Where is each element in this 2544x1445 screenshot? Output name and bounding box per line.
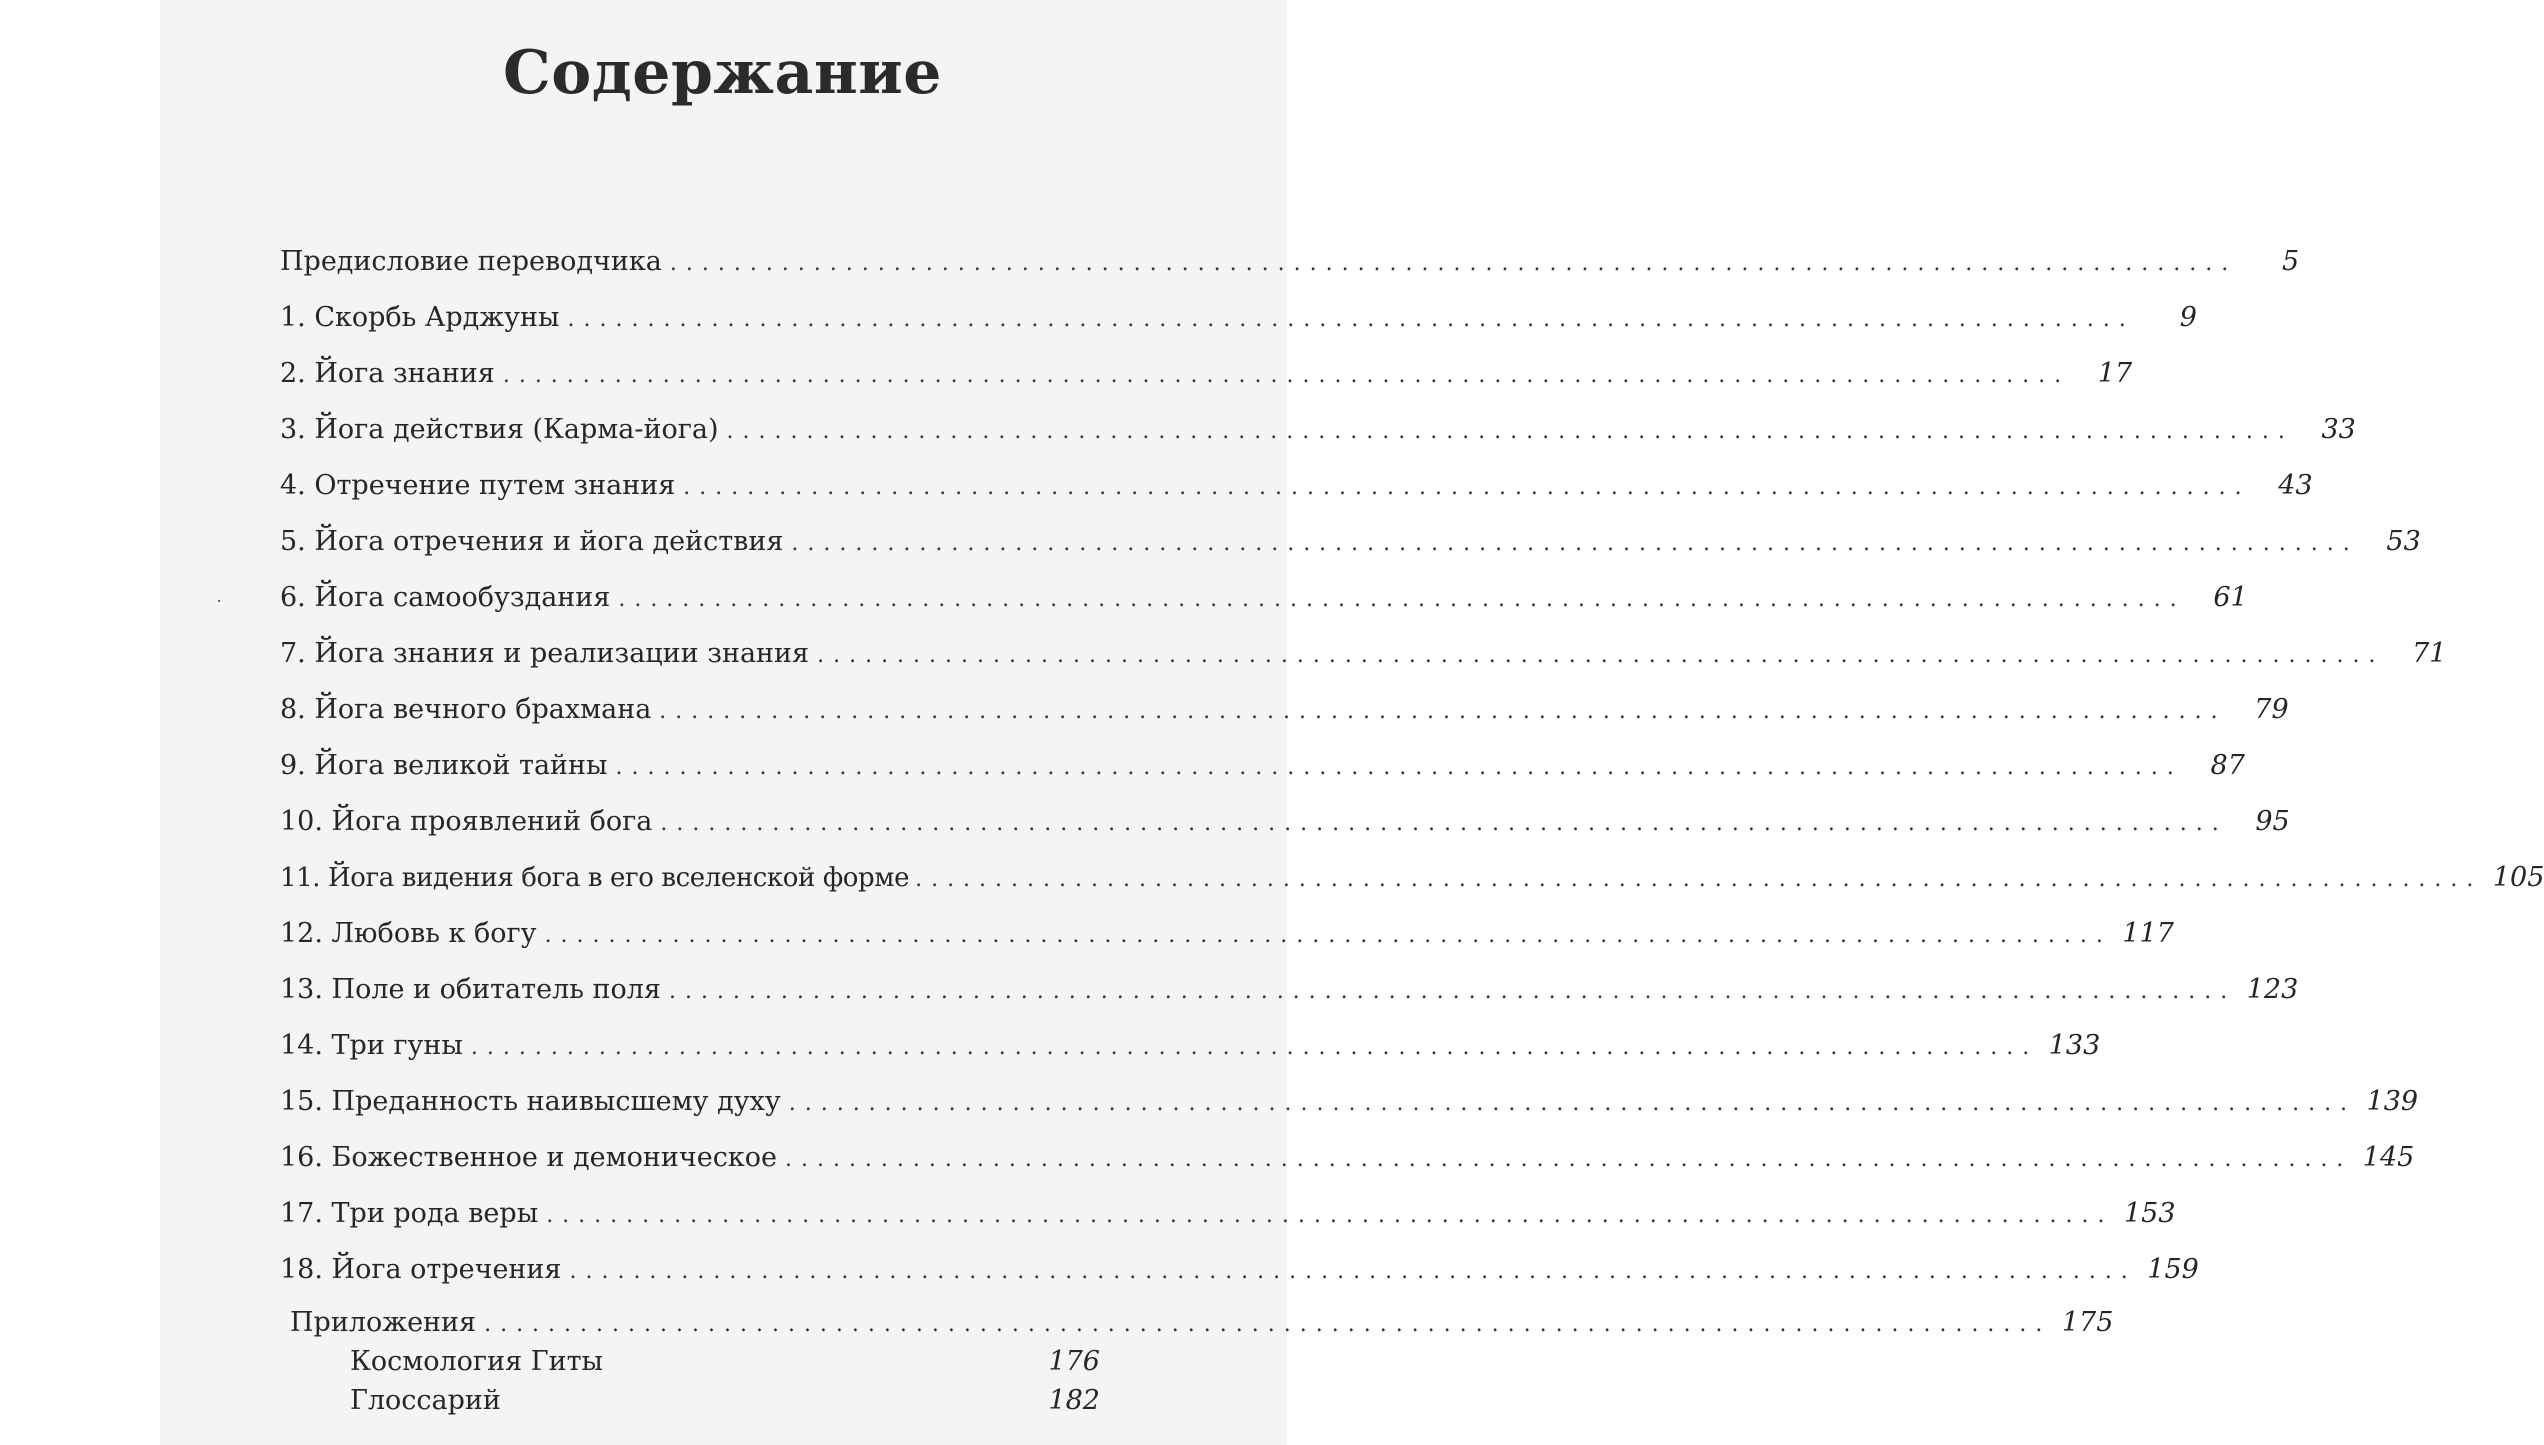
toc-entry-page: 53 (2386, 526, 2421, 557)
dot-leader: .................................................................................................. (567, 307, 2135, 332)
dot-leader: .................................................................................................. (788, 1091, 2357, 1116)
dot-leader: .................................................................................................. (660, 811, 2228, 836)
toc-entry-label: 10. Йога проявлений бога (280, 806, 653, 837)
dot-leader: .................................................................................................. (817, 643, 2385, 668)
toc-entry-label: 14. Три гуны (280, 1030, 463, 1061)
dot-leader: .................................................................................................. (569, 1259, 2137, 1284)
toc-entry-page: 175 (2061, 1307, 2114, 1338)
toc-entry-label: 7. Йога знания и реализации знания (280, 638, 810, 669)
toc-subentry (350, 1385, 1100, 1429)
toc-entry (280, 582, 2248, 626)
toc-entry-label: 18. Йога отречения (280, 1254, 562, 1285)
toc-entry-label: Глоссарий (350, 1385, 501, 1416)
dot-leader: .................................................................................................. (784, 1147, 2353, 1172)
toc-entry (280, 862, 2544, 906)
toc-entry (280, 918, 2174, 962)
page-title: Содержание (503, 38, 942, 108)
toc-entry-page: 105 (2492, 862, 2544, 893)
toc-entry-label: 3. Йога действия (Карма-йога) (280, 414, 719, 445)
dot-leader: .................................................................................................. (502, 363, 2071, 388)
toc-entry-page: 133 (2048, 1030, 2101, 1061)
toc-entry (280, 302, 2197, 346)
toc-entry-label: Космология Гиты (350, 1346, 603, 1377)
dot-leader: .................................................................................................. (544, 923, 2112, 948)
dot-leader: .................................................................................................. (546, 1203, 2114, 1228)
toc-entry (280, 694, 2289, 738)
toc-entry (280, 638, 2447, 682)
toc-entry-label: 9. Йога великой тайны (280, 750, 608, 781)
toc-entry-page: 117 (2122, 918, 2174, 949)
toc-entry (280, 974, 2299, 1018)
toc-entry-label: 13. Поле и обитатель поля (280, 974, 661, 1005)
toc-entry-page: 159 (2147, 1254, 2199, 1285)
toc-entry (280, 750, 2245, 794)
dot-leader: .................................................................................................. (470, 1035, 2039, 1060)
toc-entry-label: 6. Йога самообуздания (280, 582, 611, 613)
toc-entry-page: 33 (2321, 414, 2356, 445)
toc-entry-page: 87 (2210, 750, 2245, 781)
toc-entry (280, 1142, 2415, 1186)
toc-entry-page: 61 (2213, 582, 2248, 613)
toc-entry-label: Приложения (290, 1307, 477, 1338)
toc-entry-page: 145 (2362, 1142, 2415, 1173)
toc-entry-label: 17. Три рода веры (280, 1198, 539, 1229)
toc-entry-label: 5. Йога отречения и йога действия (280, 526, 784, 557)
toc-entry (280, 470, 2313, 514)
dot-leader: .................................................................................................. (668, 979, 2237, 1004)
dot-leader: .................................................................................................. (618, 587, 2186, 612)
toc-entry-label: 11. Йога видения бога в его вселенской форме (280, 863, 910, 893)
toc-entry-page: 79 (2254, 694, 2289, 725)
dot-leader: .................................................................................................. (791, 531, 2359, 556)
dot-leader: .................................................................................................. (915, 867, 2483, 892)
toc-entry-label: 8. Йога вечного брахмана (280, 694, 652, 725)
toc-entry-page: 139 (2366, 1086, 2419, 1117)
toc-entry-label: 16. Божественное и демоническое (280, 1142, 777, 1173)
toc-entry (280, 358, 2133, 402)
toc-entry (280, 414, 2356, 458)
dot-leader: .................................................................................................. (726, 419, 2294, 444)
dot-leader: .................................................................................................. (615, 755, 2183, 780)
toc-entry-page: 9 (2179, 302, 2197, 333)
toc-entry-label: 1. Скорбь Арджуны (280, 302, 560, 333)
toc-entry (280, 1254, 2199, 1298)
toc-entry-label: 2. Йога знания (280, 358, 495, 389)
dot-leader: .................................................................................................. (659, 699, 2227, 724)
toc-entry (280, 806, 2290, 850)
toc-entry-label: 4. Отречение путем знания (280, 470, 676, 501)
toc-entry-appendices (290, 1307, 2114, 1351)
toc-entry-page: 176 (1048, 1346, 1100, 1377)
toc-entry-page: 153 (2123, 1198, 2176, 1229)
toc-entry-page: 71 (2412, 638, 2447, 669)
dot-leader: .................................................................................................. (683, 475, 2251, 500)
toc-entry-page: 5 (2282, 246, 2300, 277)
toc-entry-label: Предисловие переводчика (280, 246, 662, 277)
toc-entry-label: 12. Любовь к богу (280, 918, 537, 949)
toc-entry (280, 526, 2421, 570)
toc-entry (280, 246, 2300, 290)
toc-entry-page: 17 (2097, 358, 2133, 389)
toc-entry (280, 1198, 2176, 1242)
toc-entry-page: 182 (1048, 1385, 1100, 1416)
toc-subentry (350, 1346, 1100, 1390)
dot-leader: .................................................................................................. (484, 1312, 2052, 1337)
toc-entry-label: 15. Преданность наивысшему духу (280, 1086, 781, 1117)
toc-entry (280, 1030, 2101, 1074)
toc-entry-page: 43 (2278, 470, 2313, 501)
dot-leader: .................................................................................................. (669, 251, 2238, 276)
toc-entry (280, 1086, 2419, 1130)
toc-entry-page: 123 (2246, 974, 2299, 1005)
toc-entry-page: 95 (2255, 806, 2290, 837)
